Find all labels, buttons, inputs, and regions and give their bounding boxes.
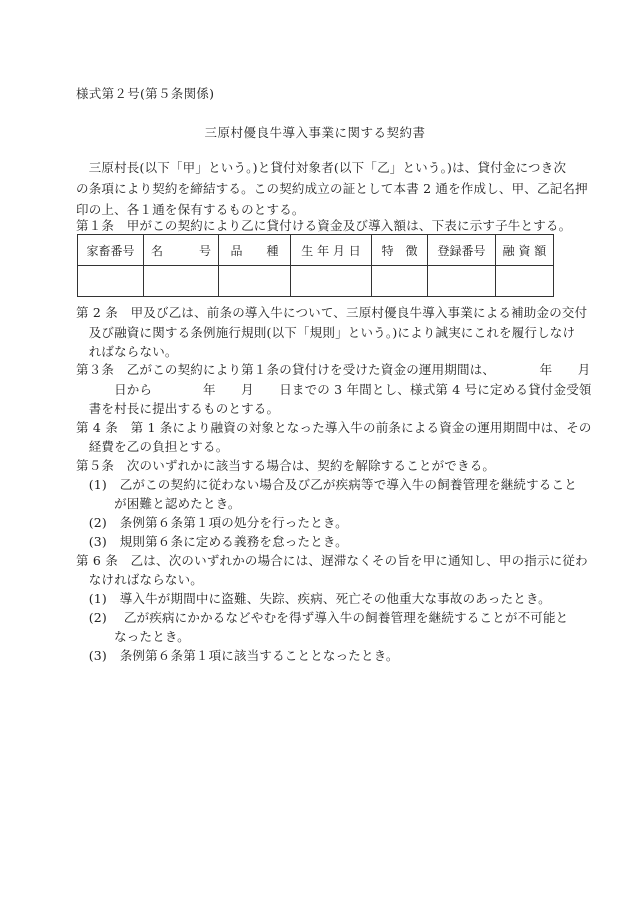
paragraph-line: 印の上、各１通を保有するものとする。 (76, 202, 305, 217)
paragraph-line: 書を村長に提出するものとする。 (76, 401, 280, 416)
table-cell (291, 266, 372, 297)
paragraph-line: 経費を乙の負担とする。 (76, 439, 229, 454)
paragraph-line: ればならない。 (76, 344, 178, 359)
header-loan-amount: 融 資 額 (496, 235, 554, 266)
list-item: なったとき。 (76, 629, 190, 644)
cattle-table (77, 234, 554, 297)
header-registration-number: 登録番号 (428, 235, 496, 266)
table-row (78, 266, 554, 297)
list-item: (2) 条例第６条第１項の処分を行ったとき。 (76, 515, 348, 530)
document-title: 三原村優良牛導入事業に関する契約書 (204, 125, 426, 140)
header-birth-date: 生 年 月 日 (291, 235, 372, 266)
article-3-line: 第３条 乙がこの契約により第１条の貸付けを受けた資金の運用期間は、 年 月 (76, 362, 591, 377)
list-item: (3) 条例第６条第１項に該当することとなったとき。 (76, 648, 399, 663)
article-4-line: 第 4 条 第 1 条により融資の対象となった導入牛の前条による資金の運用期間中は、その (76, 420, 592, 435)
paragraph-line: の条項により契約を締結する。この契約成立の証として本書 2 通を作成し、甲、乙記名押 (76, 181, 588, 196)
table-cell (144, 266, 219, 297)
paragraph-line: 三原村長(以下「甲」という。)と貸付対象者(以下「乙」という。)は、貸付金につき次 (76, 160, 567, 175)
paragraph-line: 日から 年 月 日までの 3 年間とし、様式第 4 号に定める貸付金受領 (76, 382, 592, 397)
table-cell (78, 266, 144, 297)
table-cell (219, 266, 291, 297)
table-cell (372, 266, 428, 297)
header-breed: 品 種 (219, 235, 291, 266)
paragraph-line: なければならない。 (76, 572, 204, 587)
article-2-line: 第 2 条 甲及び乙は、前条の導入牛について、三原村優良牛導入事業による補助金の交付 (76, 305, 588, 320)
form-number-label: 様式第２号(第５条関係) (76, 86, 215, 101)
header-name: 名 号 (144, 235, 219, 266)
list-item: (1) 導入牛が期間中に盗難、失踪、疾病、死亡その他重大な事故のあったとき。 (76, 591, 551, 606)
table-header-row (78, 235, 554, 266)
list-item: (1) 乙がこの契約に従わない場合及び乙が疾病等で導入牛の飼養管理を継続すること (76, 477, 577, 492)
article-1-line: 第１条 甲がこの契約により乙に貸付ける資金及び導入額は、下表に示す子牛とする。 (76, 218, 572, 233)
article-6-line: 第 6 条 乙は、次のいずれかの場合には、遅滞なくその旨を甲に通知し、甲の指示に従わ (76, 553, 588, 568)
header-livestock-number: 家畜番号 (78, 235, 144, 266)
table-cell (428, 266, 496, 297)
header-features: 特 徴 (372, 235, 428, 266)
list-item: (2) 乙が疾病にかかるなどやむを得ず導入牛の飼養管理を継続することが不可能と (76, 610, 569, 625)
list-item: (3) 規則第６条に定める義務を怠ったとき。 (76, 534, 348, 549)
table-cell (496, 266, 554, 297)
paragraph-line: 及び融資に関する条例施行規則(以下「規則」という。)により誠実にこれを履行しなけ (76, 325, 576, 340)
list-item: が困難と認めたとき。 (76, 496, 241, 511)
article-5-line: 第５条 次のいずれかに該当する場合は、契約を解除することができる。 (76, 458, 496, 473)
